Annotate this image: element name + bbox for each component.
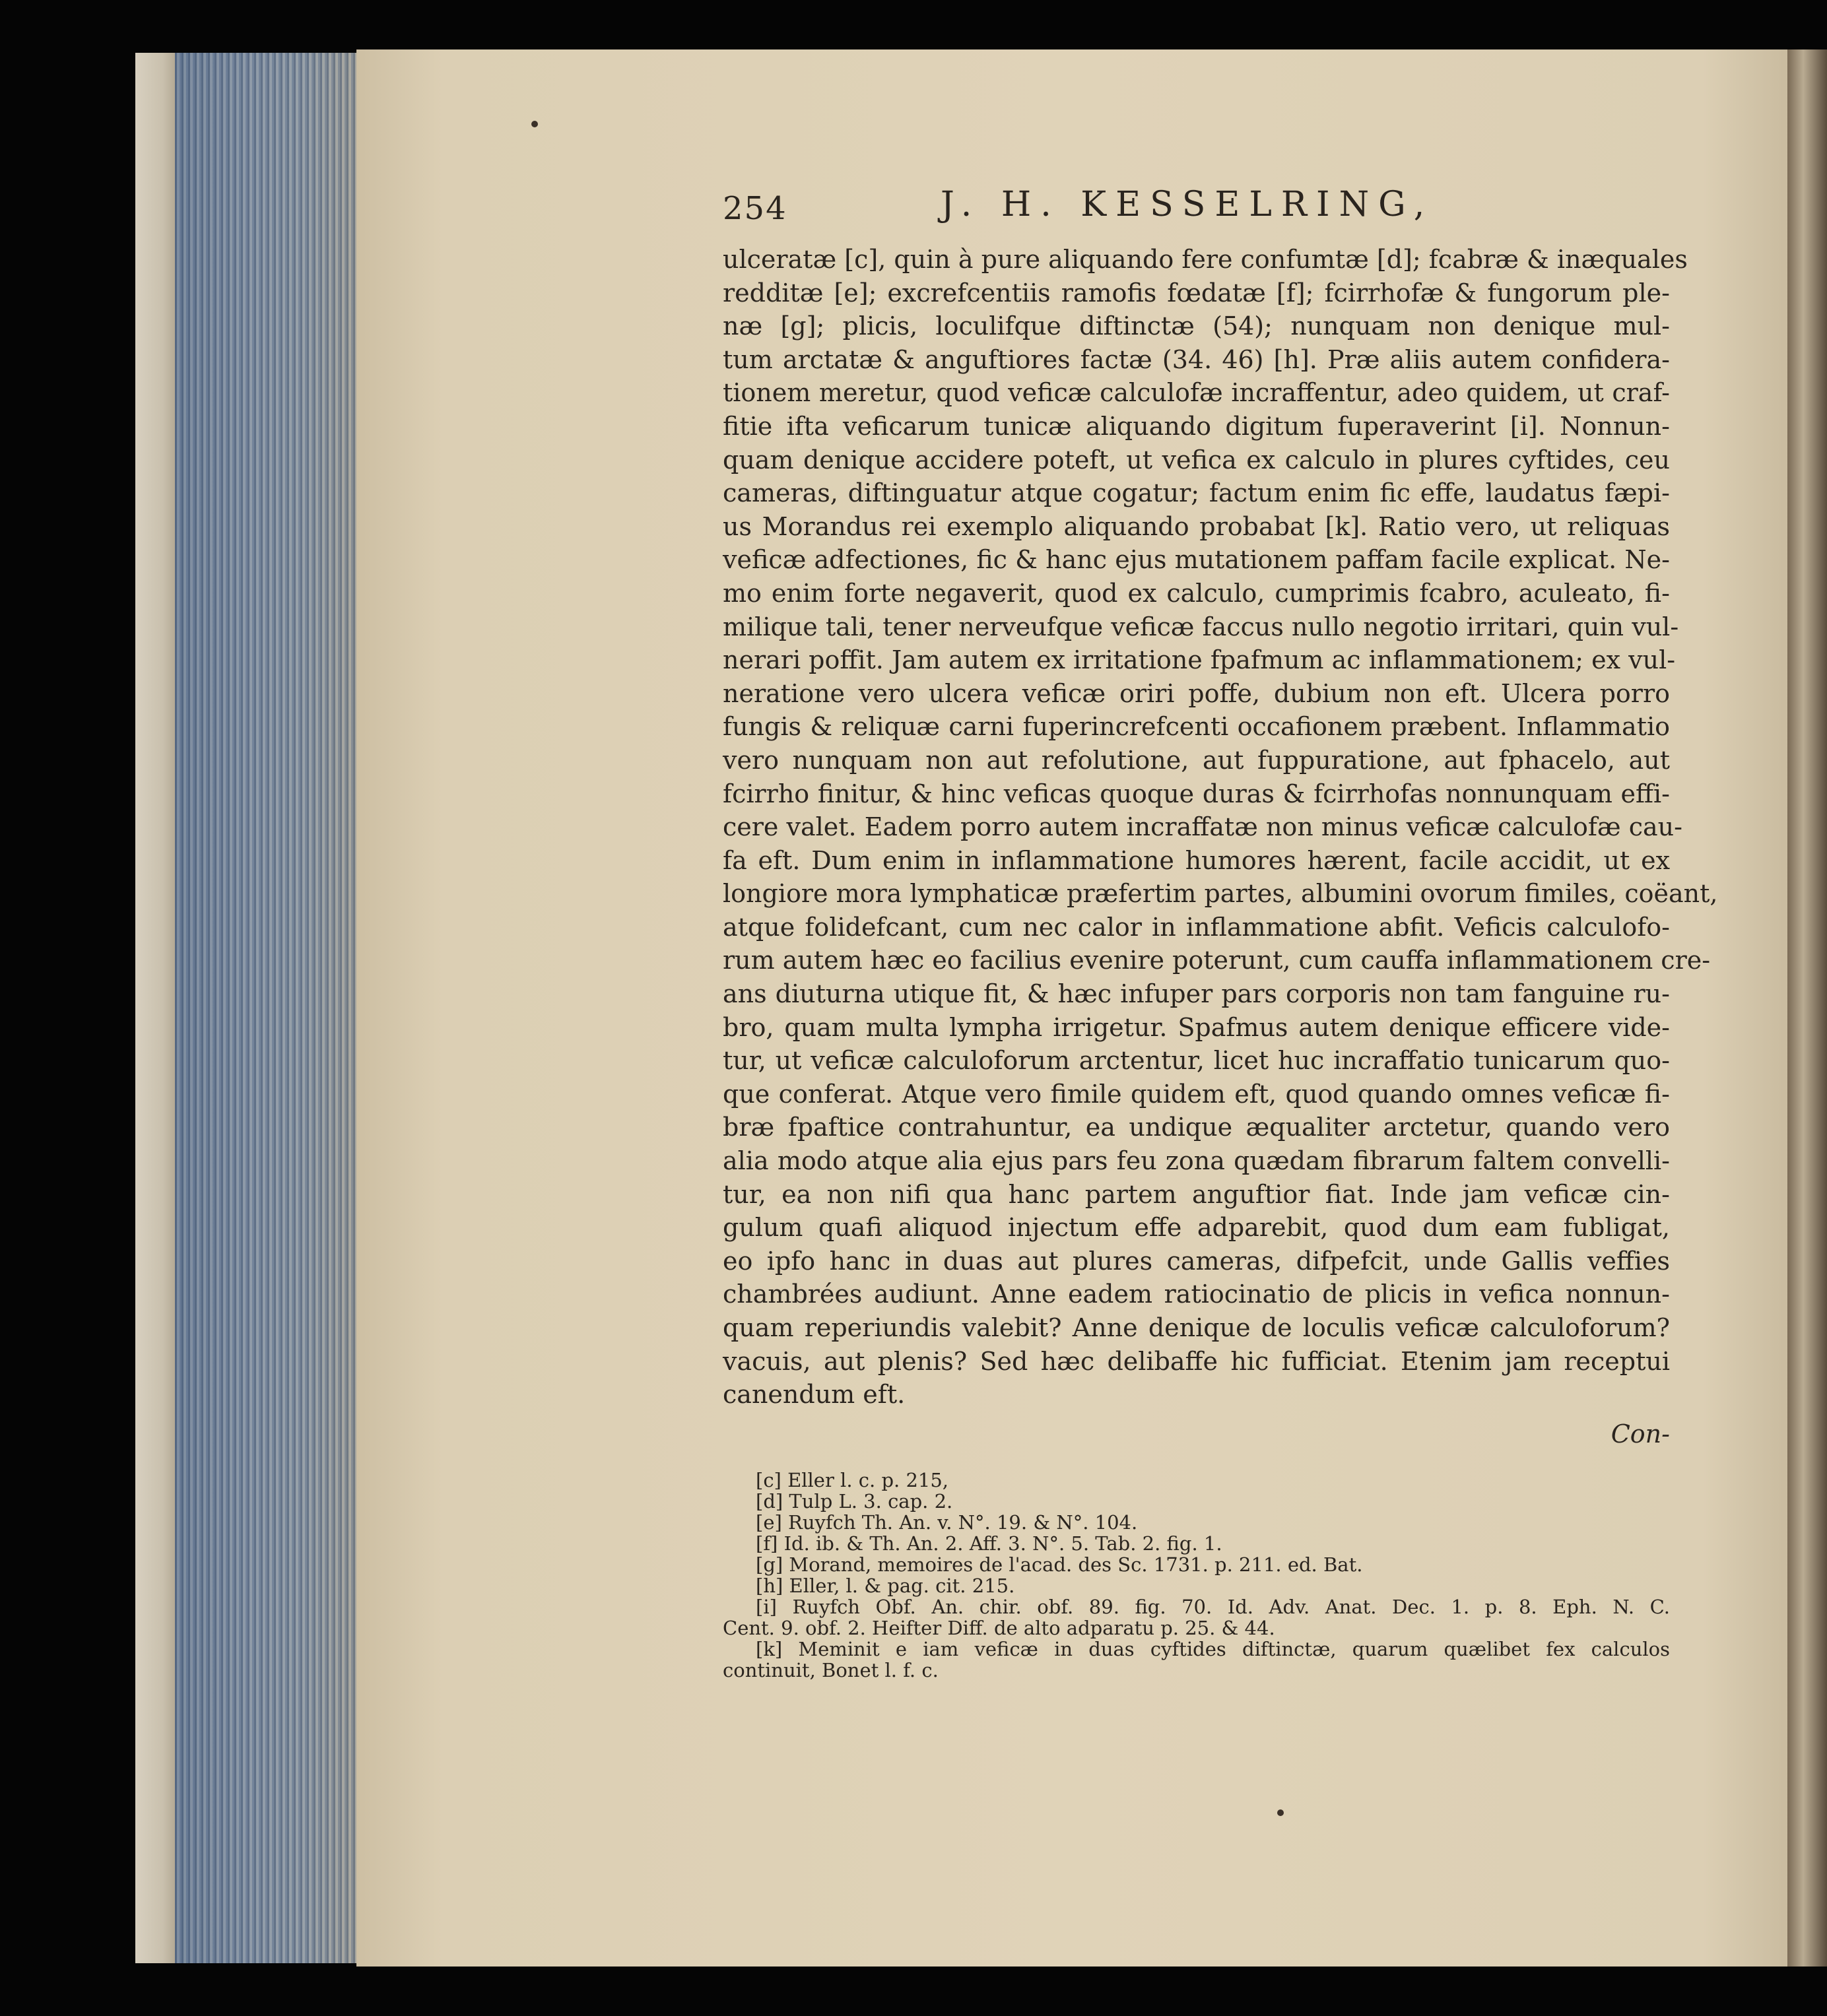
footnote: [g] Morand, memoires de l'acad. des Sc. 1731. p. 211. ed. Bat. <box>756 1553 1363 1576</box>
body-line: tur, ea non nifi qua hanc partem anguftior fiat. Inde jam veficæ cin- <box>723 1179 1670 1209</box>
body-line: cere valet. Eadem porro autem incraffatæ non minus veficæ calculofæ cau- <box>723 812 1682 842</box>
footnote-continuation: Cent. 9. obf. 2. Heifter Diff. de alto adparatu p. 25. & 44. <box>723 1616 1275 1639</box>
body-line: bræ fpaftice contrahuntur, ea undique æqualiter arctetur, quando vero <box>723 1113 1670 1142</box>
ink-spot <box>531 121 538 127</box>
body-line: næ [g]; plicis, loculifque diftinctæ (54); nunquam non denique mul- <box>723 311 1670 341</box>
body-line: vacuis, aut plenis? Sed hæc delibaffe hic fufficiat. Etenim jam receptui <box>723 1346 1670 1376</box>
body-line: fitie ifta veficarum tunicæ aliquando digitum fuperaverint [i]. Nonnun- <box>723 411 1670 441</box>
body-line: eo ipfo hanc in duas aut plures cameras, difpefcit, unde Gallis veffies <box>723 1246 1670 1276</box>
body-line: canendum eft. <box>723 1380 906 1410</box>
body-line: cameras, diftinguatur atque cogatur; factum enim fic effe, laudatus fæpi- <box>723 478 1670 508</box>
body-line: redditæ [e]; excrefcentiis ramofis fœdatæ [f]; fcirrhofæ & fungorum ple- <box>723 278 1670 308</box>
body-line: milique tali, tener nerveufque veficæ faccus nullo negotio irritari, quin vul- <box>723 612 1679 641</box>
body-line: nerari poffit. Jam autem ex irritatione fpafmum ac inflammationem; ex vul- <box>723 645 1676 675</box>
body-line: tum arctatæ & anguftiores factæ (34. 46) [h]. Præ aliis autem confidera- <box>723 344 1670 374</box>
footnote: [f] Id. ib. & Th. An. 2. Aff. 3. N°. 5. Tab. 2. fig. 1. <box>756 1532 1222 1555</box>
body-line: mo enim forte negaverit, quod ex calculo, cumprimis fcabro, aculeato, fi- <box>723 578 1670 608</box>
body-line: alia modo atque alia ejus pars feu zona quædam fibrarum faltem convelli- <box>723 1146 1670 1176</box>
body-line: quam reperiundis valebit? Anne denique de loculis veficæ calculoforum? <box>723 1313 1670 1342</box>
body-line: chambrées audiunt. Anne eadem ratiocinatio de plicis in vefica nonnun- <box>723 1280 1670 1309</box>
text-block <box>723 185 1718 1681</box>
body-line: veficæ adfectiones, fic & hanc ejus mutationem paffam facile explicat. Ne- <box>723 545 1670 575</box>
body-line: vero nunquam non aut refolutione, aut fuppuratione, aut fphacelo, aut <box>723 745 1670 775</box>
body-line: neratione vero ulcera veficæ oriri poffe, dubium non eft. Ulcera porro <box>723 678 1670 708</box>
body-line: fungis & reliquæ carni fuperincrefcenti occafionem præbent. Inflammatio <box>723 712 1670 742</box>
footnote: [k] Meminit e iam veficæ in duas cyftides diftinctæ, quarum quælibet fex calculos <box>756 1637 1670 1660</box>
body-line: fa eft. Dum enim in inflammatione humores hærent, facile accidit, ut ex <box>723 845 1670 875</box>
body-line: gulum quafi aliquod injectum effe adparebit, quod dum eam fubligat, <box>723 1213 1670 1243</box>
body-line: us Morandus rei exemplo aliquando probabat [k]. Ratio vero, ut reliquas <box>723 511 1670 541</box>
catchword: Con- <box>1611 1419 1670 1448</box>
body-line: fcirrho finitur, & hinc veficas quoque duras & fcirrhofas nonnunquam effi- <box>723 779 1670 808</box>
body-line: ulceratæ [c], quin à pure aliquando fere confumtæ [d]; fcabræ & inæquales <box>723 245 1688 274</box>
body-line: ans diuturna utique fit, & hæc infuper pars corporis non tam fanguine ru- <box>723 979 1670 1009</box>
body-line: tur, ut veficæ calculoforum arctentur, licet huc incraffatio tunicarum quo- <box>723 1046 1670 1076</box>
footnote: [c] Eller l. c. p. 215, <box>756 1468 949 1491</box>
footnote: [h] Eller, l. & pag. cit. 215. <box>756 1574 1015 1597</box>
body-line: rum autem hæc eo facilius evenire poterunt, cum cauffa inflammationem cre- <box>723 946 1711 975</box>
footnote-continuation: continuit, Bonet l. f. c. <box>723 1658 939 1681</box>
page-number: 254 <box>723 190 787 227</box>
body-line: tionem meretur, quod veficæ calculofæ incraffentur, adeo quidem, ut craf- <box>723 378 1670 408</box>
page-stack-edges <box>175 53 360 1963</box>
footnote: [e] Ruyfch Th. An. v. N°. 19. & N°. 104. <box>756 1511 1138 1534</box>
footnote: [i] Ruyfch Obf. An. chir. obf. 89. fig. 70. Id. Adv. Anat. Dec. 1. p. 8. Eph. N. C. <box>756 1595 1670 1618</box>
body-line: atque folidefcant, cum nec calor in inflammatione abfit. Veficis calculofo- <box>723 912 1670 942</box>
facing-page-edge <box>1787 49 1827 1967</box>
body-line: quam denique accidere poteft, ut vefica ex calculo in plures cyftides, ceu <box>723 445 1670 474</box>
body-line: longiore mora lymphaticæ præfertim partes, albumini ovorum fimiles, coëant, <box>723 879 1718 909</box>
body-line: que conferat. Atque vero fimile quidem eft, quod quando omnes veficæ fi- <box>723 1079 1670 1109</box>
footnote: [d] Tulp L. 3. cap. 2. <box>756 1489 953 1512</box>
footnotes <box>723 1470 1670 1681</box>
page-header <box>723 185 1670 238</box>
body-text <box>723 243 1718 1412</box>
running-head: J. H. KESSELRING, <box>941 185 1434 224</box>
body-line: bro, quam multa lympha irrigetur. Spafmus autem denique efficere vide- <box>723 1012 1670 1042</box>
ink-spot <box>1277 1809 1284 1816</box>
